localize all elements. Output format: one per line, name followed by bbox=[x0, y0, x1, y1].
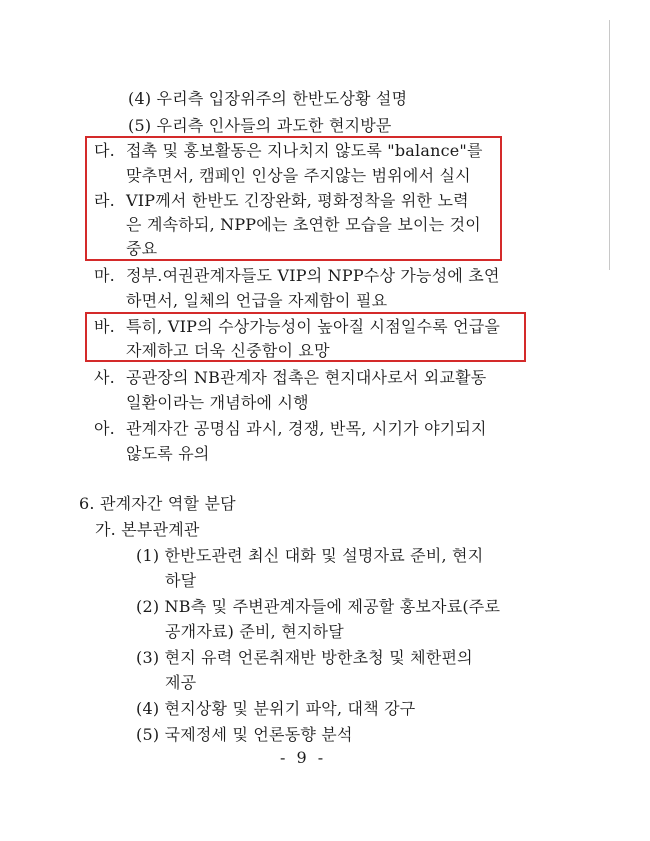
item-ra-line2: 은 계속하되, NPP에는 초연한 모습을 보이는 것이 bbox=[126, 215, 481, 234]
item-5-text: (5) 우리측 인사들의 과도한 현지방문 bbox=[128, 116, 392, 135]
scan-edge-line bbox=[609, 20, 610, 270]
item-ba-line2: 자제하고 더욱 신중함이 요망 bbox=[126, 341, 330, 360]
page-number: - 9 - bbox=[280, 748, 327, 767]
item-a-line2: 않도록 유의 bbox=[126, 444, 210, 463]
item-ma-line2: 하면서, 일체의 언급을 자제함이 필요 bbox=[126, 291, 388, 310]
item-ra-line1: VIP께서 한반도 긴장완화, 평화정착을 위한 노력 bbox=[126, 191, 469, 210]
item-da-line1: 접촉 및 홍보활동은 지나치지 않도록 "balance"를 bbox=[126, 141, 483, 160]
item-ra-prefix: 라. bbox=[94, 191, 115, 210]
sub-item-4: (4) 현지상황 및 분위기 파악, 대책 강구 bbox=[136, 699, 416, 718]
item-a-line1: 관계자간 공명심 과시, 경쟁, 반목, 시기가 야기되지 bbox=[126, 419, 487, 438]
item-sa-prefix: 사. bbox=[94, 368, 115, 387]
sub-item-1-line1: (1) 한반도관련 최신 대화 및 설명자료 준비, 현지 bbox=[136, 546, 484, 565]
sub-item-3-line2: 제공 bbox=[165, 673, 197, 692]
item-ma-prefix: 마. bbox=[94, 266, 115, 285]
sub-item-5: (5) 국제정세 및 언론동향 분석 bbox=[136, 725, 353, 744]
sub-item-2-line2: 공개자료) 준비, 현지하달 bbox=[165, 622, 344, 641]
item-ra-line3: 중요 bbox=[126, 239, 158, 258]
item-ba-line1: 특히, VIP의 수상가능성이 높아질 시점일수록 언급을 bbox=[126, 317, 501, 336]
item-da-line2: 맞추면서, 캠페인 인상을 주지않는 범위에서 실시 bbox=[126, 166, 471, 185]
section-6-heading: 6. 관계자간 역할 분담 bbox=[79, 494, 236, 513]
sub-item-1-line2: 하달 bbox=[165, 571, 197, 590]
item-ba-prefix: 바. bbox=[94, 317, 115, 336]
item-4-text: (4) 우리측 입장위주의 한반도상황 설명 bbox=[128, 89, 408, 108]
item-sa-line1: 공관장의 NB관계자 접촉은 현지대사로서 외교활동 bbox=[126, 368, 487, 387]
section-6-sub-ga: 가. 본부관계관 bbox=[95, 520, 200, 539]
item-a-prefix: 아. bbox=[94, 419, 115, 438]
sub-item-3-line1: (3) 현지 유력 언론취재반 방한초청 및 체한편의 bbox=[136, 648, 473, 667]
item-ma-line1: 정부.여권관계자들도 VIP의 NPP수상 가능성에 초연 bbox=[126, 266, 500, 285]
item-sa-line2: 일환이라는 개념하에 시행 bbox=[126, 393, 309, 412]
item-da-prefix: 다. bbox=[94, 141, 115, 160]
sub-item-2-line1: (2) NB측 및 주변관계자들에 제공할 홍보자료(주로 bbox=[136, 597, 501, 616]
